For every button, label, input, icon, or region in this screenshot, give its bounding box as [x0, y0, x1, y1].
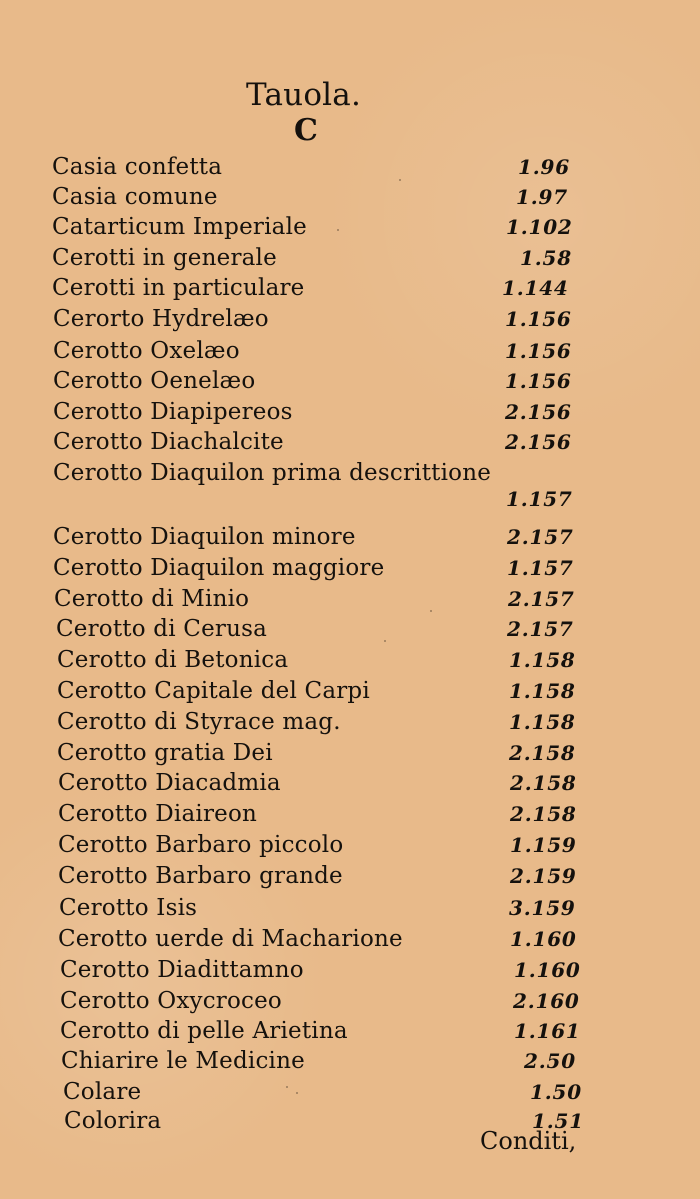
entry-label: Colorira — [64, 1108, 162, 1134]
index-entry — [0, 397, 700, 427]
entry-reference: 1.156 — [505, 369, 572, 393]
entry-reference-continued: 1.157 — [506, 487, 573, 511]
entry-reference: 1.158 — [509, 648, 576, 672]
entry-label: Cerotto Diadittamno — [60, 957, 304, 983]
entry-label: Cerotto Oxycroceo — [60, 988, 282, 1014]
entry-label: Cerotto di Minio — [54, 586, 250, 612]
index-entry — [0, 366, 700, 396]
index-entry — [0, 1077, 700, 1107]
index-entry — [0, 955, 700, 985]
entry-label: Cerotto Barbaro piccolo — [58, 832, 344, 858]
entry-reference: 1.97 — [516, 185, 568, 209]
index-entry — [0, 799, 700, 829]
entry-reference: 1.96 — [518, 155, 570, 179]
entry-label: Cerotto di Betonica — [57, 647, 289, 673]
entry-reference: 1.156 — [505, 307, 572, 331]
entry-label: Cerotto gratia Dei — [57, 740, 273, 766]
entry-reference: 1.158 — [509, 710, 576, 734]
index-entry — [0, 584, 700, 614]
index-entry — [0, 893, 700, 923]
page-title: Tauola. — [246, 77, 362, 113]
entry-label: Cerotto Diaquilon prima descrittione — [53, 460, 492, 486]
entry-label: Cerotto Diaquilon minore — [53, 524, 356, 550]
index-entry — [0, 427, 700, 457]
entry-reference: 2.159 — [510, 864, 577, 888]
index-entry — [0, 614, 700, 644]
entry-reference: 2.157 — [507, 525, 574, 549]
entry-reference: 1.160 — [510, 927, 577, 951]
index-entry — [0, 645, 700, 675]
entry-label: Cerotto Diachalcite — [53, 429, 284, 455]
entry-reference: 1.158 — [509, 679, 576, 703]
entry-reference: 2.156 — [505, 430, 572, 454]
index-entry — [0, 738, 700, 768]
entry-label: Chiarire le Medicine — [61, 1048, 305, 1074]
entry-reference: 3.159 — [509, 896, 576, 920]
entry-label: Catarticum Imperiale — [52, 214, 307, 240]
entry-reference: 1.102 — [506, 215, 573, 239]
index-entry — [0, 707, 700, 737]
entry-label: Cerotto Diacadmia — [58, 770, 281, 796]
index-entry — [0, 243, 700, 273]
entry-label: Colare — [63, 1079, 142, 1105]
entry-reference: 1.50 — [530, 1080, 582, 1104]
index-entry — [0, 212, 700, 242]
index-entry — [0, 152, 700, 182]
index-entry — [0, 861, 700, 891]
speck — [399, 179, 401, 181]
entry-reference: 1.157 — [507, 556, 574, 580]
entry-reference: 1.156 — [505, 339, 572, 363]
entry-label: Cerotto Diaquilon maggiore — [53, 555, 385, 581]
index-entry — [0, 1106, 700, 1136]
speck — [286, 1086, 288, 1088]
entry-reference: 2.50 — [524, 1049, 576, 1073]
index-entry — [0, 553, 700, 583]
entry-label: Cerotto Isis — [59, 895, 198, 921]
index-entry — [0, 304, 700, 334]
entry-label: Cerotti in generale — [52, 245, 277, 271]
entry-label: Cerotto Barbaro grande — [58, 863, 343, 889]
entry-reference: 1.161 — [514, 1019, 581, 1043]
index-entry — [0, 1046, 700, 1076]
index-entry — [0, 986, 700, 1016]
entry-label: Cerotto Capitale del Carpi — [57, 678, 370, 704]
index-entry — [0, 182, 700, 212]
index-entry — [0, 273, 700, 303]
entry-label: Cerotto Oxelæo — [53, 338, 240, 364]
entry-label: Cerotto di Styrace mag. — [57, 709, 341, 735]
entry-reference: 2.158 — [510, 771, 577, 795]
index-entry — [0, 336, 700, 366]
entry-reference: 2.157 — [508, 587, 575, 611]
index-entry — [0, 1016, 700, 1046]
index-entry — [0, 676, 700, 706]
speck — [337, 229, 339, 231]
index-entry — [0, 768, 700, 798]
entry-reference: 2.157 — [507, 617, 574, 641]
entry-label: Cerotto Diapipereos — [53, 399, 293, 425]
entry-label: Cerotto Oenelæo — [53, 368, 256, 394]
section-letter: C — [294, 113, 319, 148]
entry-reference: 2.160 — [513, 989, 580, 1013]
entry-reference: 2.156 — [505, 400, 572, 424]
entry-reference: 1.58 — [520, 246, 572, 270]
entry-reference: 1.159 — [510, 833, 577, 857]
entry-label: Casia confetta — [52, 154, 223, 180]
entry-label: Cerotto di Cerusa — [56, 616, 268, 642]
catchword: Conditi, — [480, 1127, 577, 1155]
entry-label: Casia comune — [52, 184, 218, 210]
entry-reference: 1.144 — [502, 276, 569, 300]
entry-label: Cerorto Hydrelæo — [53, 306, 269, 332]
index-entry — [0, 830, 700, 860]
index-entry — [0, 924, 700, 954]
entry-label: Cerotti in particulare — [52, 275, 305, 301]
speck — [430, 610, 432, 612]
speck — [296, 1092, 298, 1094]
entry-label: Cerotto di pelle Arietina — [60, 1018, 348, 1044]
entry-label: Cerotto Diaireon — [58, 801, 258, 827]
entry-reference: 1.51 — [532, 1109, 584, 1133]
entry-reference: 2.158 — [509, 741, 576, 765]
index-entry — [0, 458, 700, 488]
speck — [384, 640, 386, 642]
entry-reference: 1.160 — [514, 958, 581, 982]
entry-label: Cerotto uerde di Macharione — [58, 926, 403, 952]
index-entry — [0, 522, 700, 552]
entry-reference: 2.158 — [510, 802, 577, 826]
